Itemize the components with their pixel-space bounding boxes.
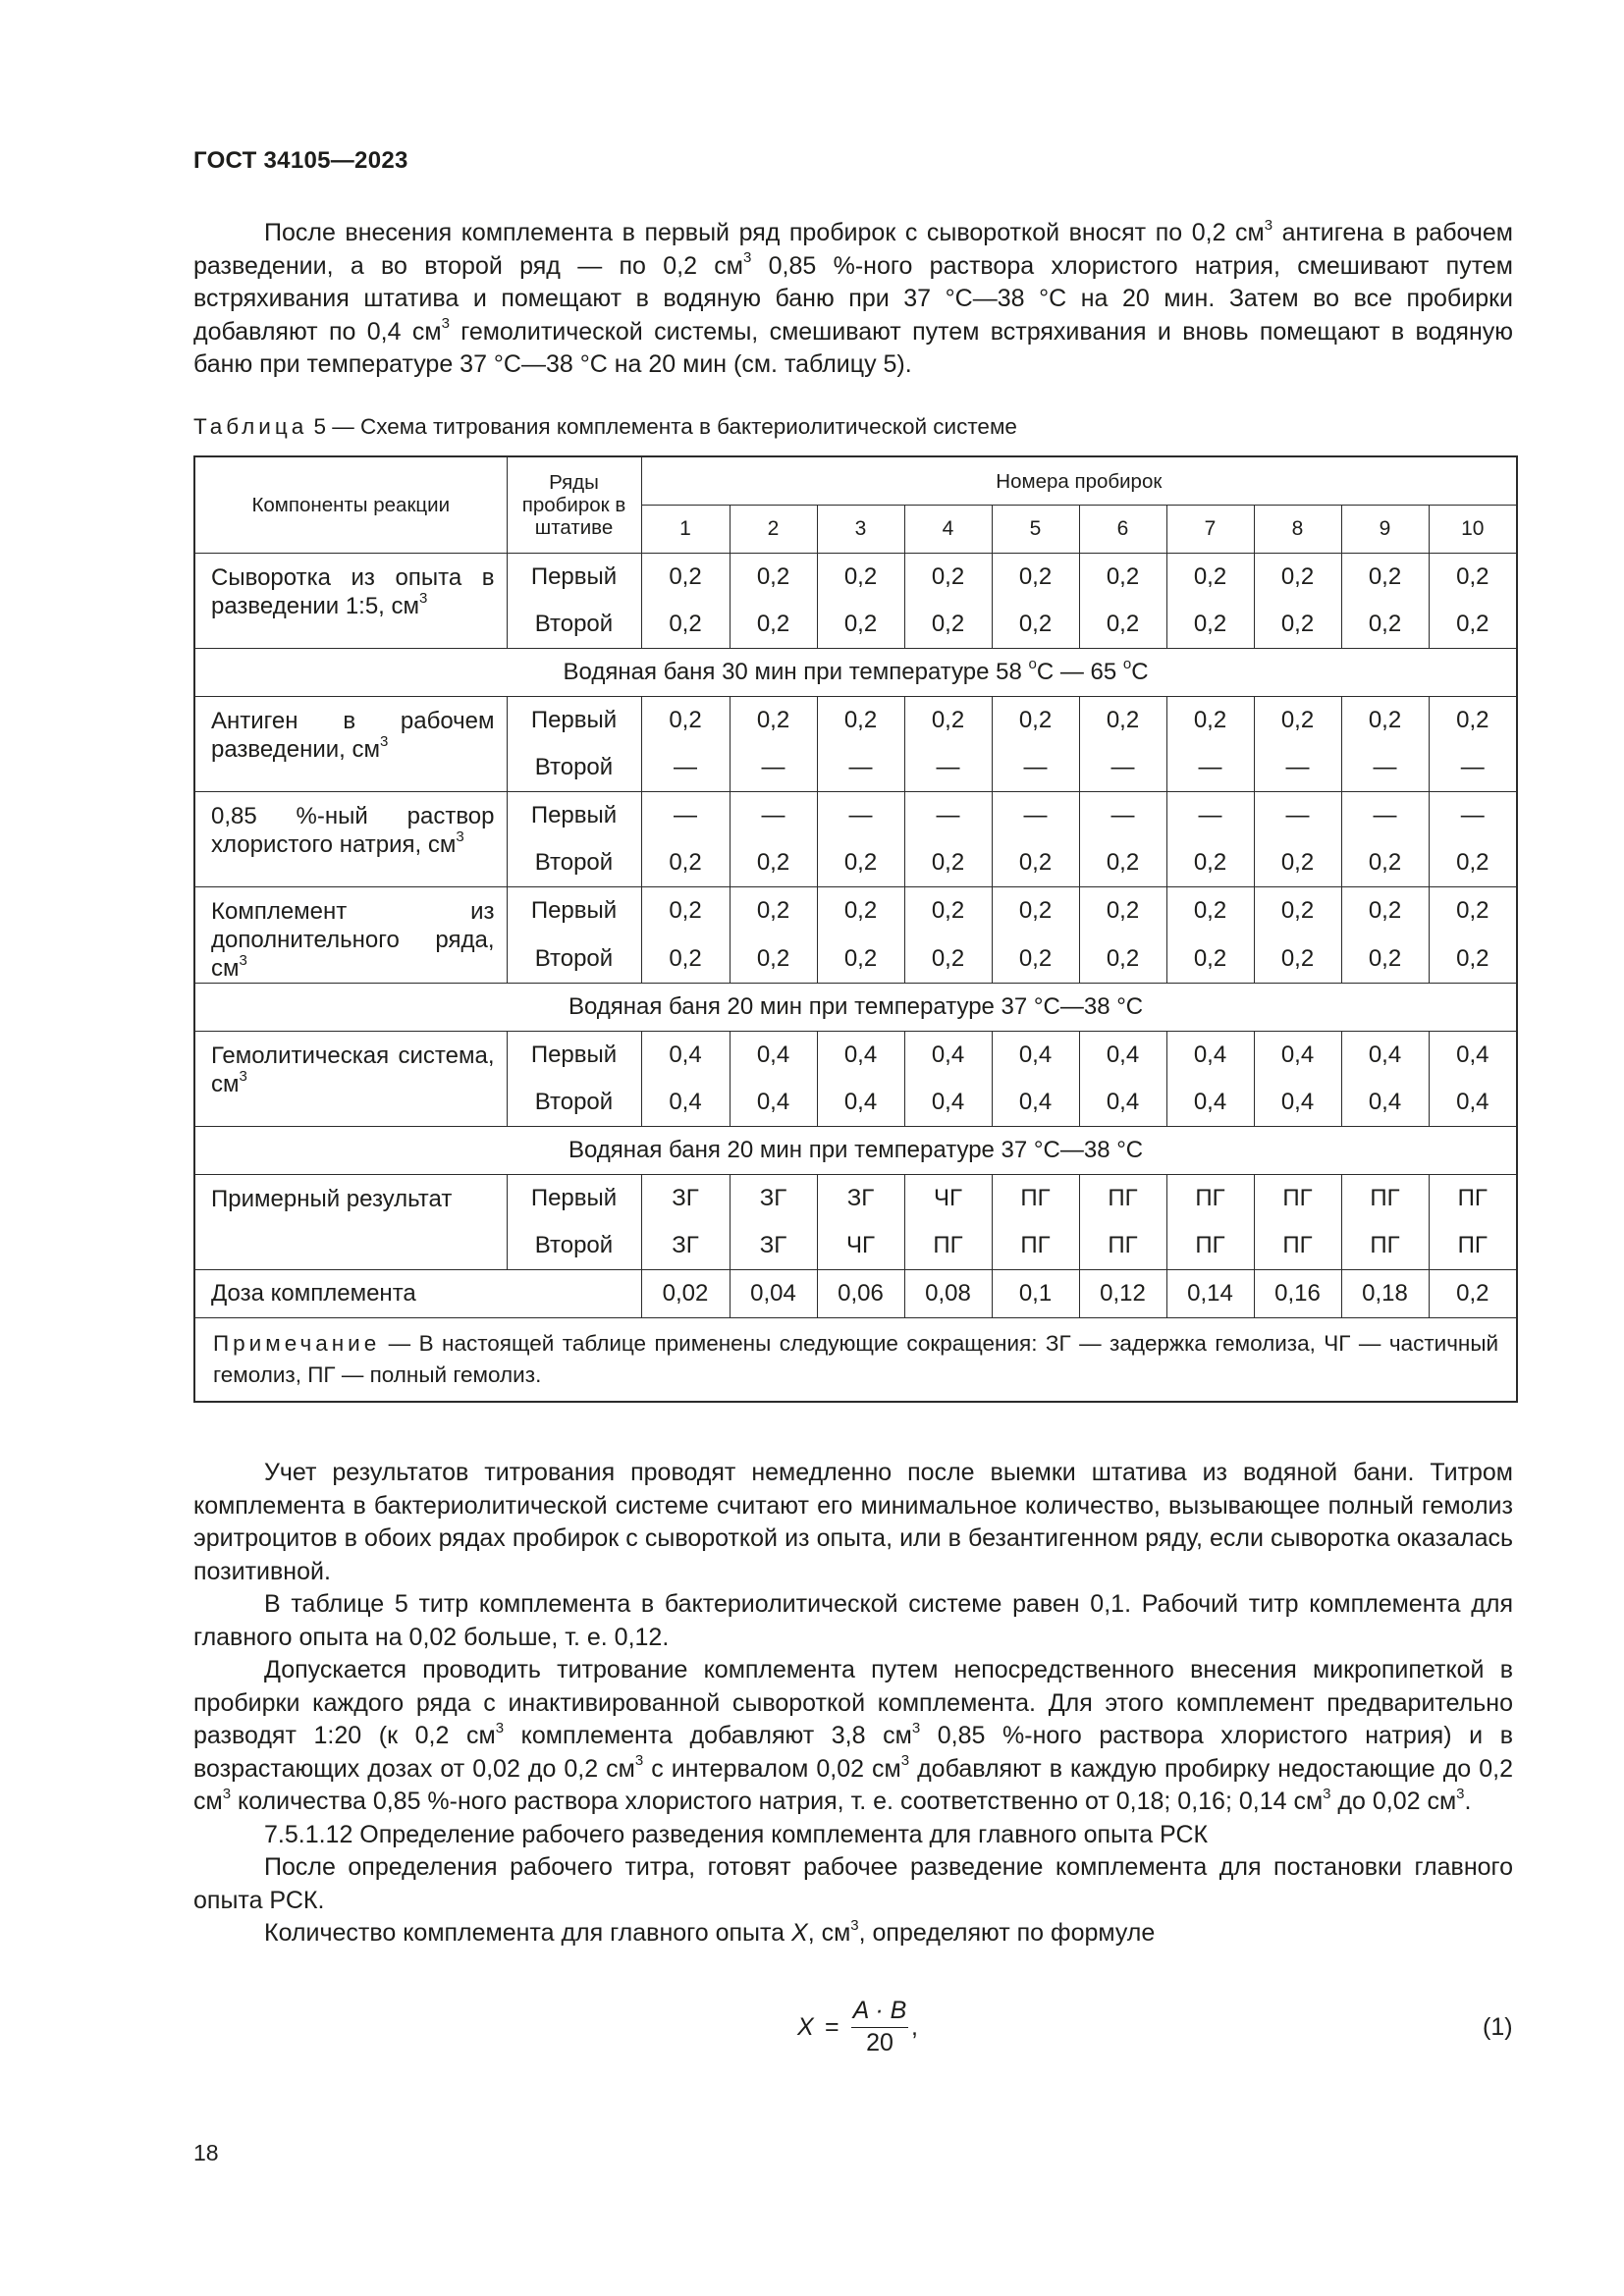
paragraph-formula-intro: Количество комплемента для главного опыта X, $см^3$, определяют по формуле <box>264 1916 1156 1947</box>
tube-number-1: 1 <box>641 506 730 554</box>
complement-second-8: 0,2 <box>1254 935 1341 984</box>
complement-label: Комплемент из дополнительного ряда, $см^3$ <box>194 887 507 984</box>
complement-first-6: 0,2 <box>1079 887 1166 935</box>
row-second-label: Второй <box>507 1079 641 1127</box>
result-first-7: ПГ <box>1166 1175 1254 1223</box>
serum-first-2: 0,2 <box>730 554 817 602</box>
nacl-second-10: 0,2 <box>1429 839 1517 887</box>
antigen-first-9: 0,2 <box>1341 697 1429 745</box>
serum-second-4: 0,2 <box>904 601 992 649</box>
complement-second-4: 0,2 <box>904 935 992 984</box>
nacl-first-6: — <box>1079 792 1166 840</box>
antigen-second-9: — <box>1341 744 1429 792</box>
nacl-first-8: — <box>1254 792 1341 840</box>
component-label-text: Сыворотка из опыта в разведении 1:5, см <box>211 564 495 619</box>
nacl-first-1: — <box>641 792 730 840</box>
formula-denominator: 20 <box>866 2029 893 2056</box>
complement-first-7: 0,2 <box>1166 887 1254 935</box>
complement-second-3: 0,2 <box>817 935 904 984</box>
tube-number-9: 9 <box>1341 506 1429 554</box>
nacl-second-4: 0,2 <box>904 839 992 887</box>
serum-second-8: 0,2 <box>1254 601 1341 649</box>
tube-number-5: 5 <box>992 506 1079 554</box>
tube-number-3: 3 <box>817 506 904 554</box>
serum-row-first <box>194 554 1517 602</box>
complement-first-9: 0,2 <box>1341 887 1429 935</box>
hemolytic-second-1: 0,4 <box>641 1079 730 1127</box>
hemolytic-first-7: 0,4 <box>1166 1032 1254 1080</box>
water-bath-3 <box>194 1127 1517 1175</box>
hemolytic-first-10: 0,4 <box>1429 1032 1517 1080</box>
antigen-second-3: — <box>817 744 904 792</box>
serum-first-5: 0,2 <box>992 554 1079 602</box>
water-bath-2 <box>194 984 1517 1032</box>
hemolytic-second-9: 0,4 <box>1341 1079 1429 1127</box>
tube-number-4: 4 <box>904 506 992 554</box>
header-row <box>194 456 1517 506</box>
hemolytic-first-8: 0,4 <box>1254 1032 1341 1080</box>
result-first-2: ЗГ <box>730 1175 817 1223</box>
result-second-1: ЗГ <box>641 1222 730 1270</box>
table-note: Примечание — В настоящей таблице применены следующие сокращения: ЗГ — задержка гемолиза, ЧГ — частичный гемолиз, ПГ — полный гемолиз. <box>194 1318 1517 1403</box>
formula-lhs: X <box>797 2013 814 2041</box>
formula-numerator: A · B <box>851 1996 908 2028</box>
dose-value-10: 0,2 <box>1429 1270 1517 1318</box>
complement-second-7: 0,2 <box>1166 935 1254 984</box>
nacl-second-3: 0,2 <box>817 839 904 887</box>
hemolytic-second-7: 0,4 <box>1166 1079 1254 1127</box>
hemolytic-second-8: 0,4 <box>1254 1079 1341 1127</box>
hemolytic-label: Гемолитическая система, $см^3$ <box>194 1032 507 1127</box>
titration-table <box>193 455 1518 1403</box>
row-first-label: Первый <box>507 887 641 935</box>
antigen-second-1: — <box>641 744 730 792</box>
hemolytic-first-3: 0,4 <box>817 1032 904 1080</box>
dose-value-4: 0,08 <box>904 1270 992 1318</box>
serum-first-10: 0,2 <box>1429 554 1517 602</box>
hemolytic-second-6: 0,4 <box>1079 1079 1166 1127</box>
dose-value-1: 0,02 <box>641 1270 730 1318</box>
nacl-second-6: 0,2 <box>1079 839 1166 887</box>
hemolytic-row-first <box>194 1032 1517 1080</box>
nacl-first-10: — <box>1429 792 1517 840</box>
antigen-row-first <box>194 697 1517 745</box>
complement-first-8: 0,2 <box>1254 887 1341 935</box>
row-first-label: Первый <box>507 554 641 602</box>
body-text <box>193 1457 1513 1950</box>
component-label-text: Гемолитическая система, см <box>211 1042 495 1097</box>
note-row <box>194 1318 1517 1403</box>
component-label-text: Комплемент из дополнительного ряда, см <box>211 898 495 982</box>
section-heading-7-5-1-12: 7.5.1.12 Определение рабочего разведения комплемента для главного опыта РСК <box>264 1820 1209 1848</box>
hemolytic-second-5: 0,4 <box>992 1079 1079 1127</box>
complement-first-5: 0,2 <box>992 887 1079 935</box>
serum-label: Сыворотка из опыта в разведении 1:5, $см^3$ <box>194 554 507 649</box>
antigen-first-8: 0,2 <box>1254 697 1341 745</box>
serum-second-6: 0,2 <box>1079 601 1166 649</box>
row-second-label: Второй <box>507 839 641 887</box>
antigen-second-5: — <box>992 744 1079 792</box>
complement-first-3: 0,2 <box>817 887 904 935</box>
hemolytic-second-10: 0,4 <box>1429 1079 1517 1127</box>
antigen-second-2: — <box>730 744 817 792</box>
result-second-10: ПГ <box>1429 1222 1517 1270</box>
complement-first-2: 0,2 <box>730 887 817 935</box>
dose-value-2: 0,04 <box>730 1270 817 1318</box>
dose-value-6: 0,12 <box>1079 1270 1166 1318</box>
hemolytic-second-4: 0,4 <box>904 1079 992 1127</box>
row-second-label: Второй <box>507 1222 641 1270</box>
result-first-8: ПГ <box>1254 1175 1341 1223</box>
hemolytic-first-1: 0,4 <box>641 1032 730 1080</box>
row-second-label: Второй <box>507 935 641 984</box>
result-first-9: ПГ <box>1341 1175 1429 1223</box>
paragraph-micropipette: Допускается проводить титрование комплемента путем непосредственного внесения микропипеткой в пробирки каждого ряда с инактивированной сывороткой комплемента. Для этого комплемент предварительно разводят 1:20 (к 0,2 $см^3$ комплемента добавляют 3,8 $см^3$ 0,85 %-ного раствора хлористого натрия) и в возрастающих дозах от 0,02 до 0,2 $см^3$ с интервалом 0,02 $см^3$ добавляют в каждую пробирку недостающие до 0,2 $см^3$ количества 0,85 %-ного раствора хлористого натрия, т. е. соответственно от 0,18; 0,16; 0,14 $см^3$ до 0,02 $см^3$. <box>193 1656 1513 1815</box>
nacl-row-first <box>194 792 1517 840</box>
result-second-7: ПГ <box>1166 1222 1254 1270</box>
serum-second-1: 0,2 <box>641 601 730 649</box>
complement-row-first <box>194 887 1517 935</box>
col-tubes-header: Номера пробирок <box>641 456 1517 506</box>
formula-comma: , <box>911 2013 918 2041</box>
dose-value-8: 0,16 <box>1254 1270 1341 1318</box>
nacl-second-9: 0,2 <box>1341 839 1429 887</box>
component-label-text: Примерный результат <box>211 1186 453 1212</box>
serum-second-5: 0,2 <box>992 601 1079 649</box>
nacl-first-4: — <box>904 792 992 840</box>
nacl-second-1: 0,2 <box>641 839 730 887</box>
serum-second-9: 0,2 <box>1341 601 1429 649</box>
serum-second-7: 0,2 <box>1166 601 1254 649</box>
water-bath-1-text: Водяная баня 30 мин при температуре 58 $^o$С — 65 $^o$С <box>194 649 1517 697</box>
antigen-second-10: — <box>1429 744 1517 792</box>
col-components-header: Компоненты реакции <box>194 456 507 554</box>
antigen-label: Антиген в рабочем разведении, $см^3$ <box>194 697 507 792</box>
hemolytic-second-3: 0,4 <box>817 1079 904 1127</box>
complement-second-1: 0,2 <box>641 935 730 984</box>
serum-first-7: 0,2 <box>1166 554 1254 602</box>
serum-first-9: 0,2 <box>1341 554 1429 602</box>
formula-equals: = <box>825 2013 839 2041</box>
serum-first-1: 0,2 <box>641 554 730 602</box>
tube-number-10: 10 <box>1429 506 1517 554</box>
complement-first-10: 0,2 <box>1429 887 1517 935</box>
hemolytic-first-5: 0,4 <box>992 1032 1079 1080</box>
serum-first-3: 0,2 <box>817 554 904 602</box>
result-second-3: ЧГ <box>817 1222 904 1270</box>
result-first-4: ЧГ <box>904 1175 992 1223</box>
result-second-2: ЗГ <box>730 1222 817 1270</box>
row-second-label: Второй <box>507 744 641 792</box>
complement-second-5: 0,2 <box>992 935 1079 984</box>
hemolytic-first-4: 0,4 <box>904 1032 992 1080</box>
component-label-text: Антиген в рабочем разведении, см <box>211 708 495 763</box>
result-first-10: ПГ <box>1429 1175 1517 1223</box>
paragraph-results: Учет результатов титрования проводят немедленно после выемки штатива из водяной бани. Титром комплемента в бактериолитической системе считают его минимальное количество, вызывающее полный гемолиз эритроцитов в обоих рядах пробирок с сывороткой из опыта, или в безантигенном ряду, если сыворотка оказалась позитивной. <box>193 1459 1513 1585</box>
complement-second-10: 0,2 <box>1429 935 1517 984</box>
complement-first-1: 0,2 <box>641 887 730 935</box>
antigen-second-4: — <box>904 744 992 792</box>
tube-number-8: 8 <box>1254 506 1341 554</box>
nacl-first-2: — <box>730 792 817 840</box>
nacl-first-3: — <box>817 792 904 840</box>
complement-second-2: 0,2 <box>730 935 817 984</box>
dose-value-5: 0,1 <box>992 1270 1079 1318</box>
antigen-first-6: 0,2 <box>1079 697 1166 745</box>
paragraph-working-dilution: После определения рабочего титра, готовят рабочее разведение комплемента для постановки главного опыта РСК. <box>193 1853 1513 1914</box>
dose-label: Доза комплемента <box>194 1270 641 1318</box>
formula-number: (1) <box>1483 2013 1513 2041</box>
antigen-second-8: — <box>1254 744 1341 792</box>
antigen-first-3: 0,2 <box>817 697 904 745</box>
tube-number-7: 7 <box>1166 506 1254 554</box>
nacl-second-5: 0,2 <box>992 839 1079 887</box>
serum-first-8: 0,2 <box>1254 554 1341 602</box>
nacl-second-2: 0,2 <box>730 839 817 887</box>
antigen-first-5: 0,2 <box>992 697 1079 745</box>
result-first-6: ПГ <box>1079 1175 1166 1223</box>
hemolytic-first-6: 0,4 <box>1079 1032 1166 1080</box>
tube-number-6: 6 <box>1079 506 1166 554</box>
row-first-label: Первый <box>507 1032 641 1080</box>
water-bath-2-text: Водяная баня 20 мин при температуре 37 °С—38 °С <box>194 984 1517 1032</box>
nacl-second-8: 0,2 <box>1254 839 1341 887</box>
hemolytic-first-2: 0,4 <box>730 1032 817 1080</box>
intro-paragraph: После внесения комплемента в первый ряд пробирок с сывороткой вносят по 0,2 $см^3$ антигена в рабочем разведении, а во второй ряд — по 0,2 $см^3$ 0,85 %-ного раствора хлористого натрия, смешивают путем встряхивания штатива и помещают в водяную баню при 37 °С—38 °С на 20 мин. Затем во все пробирки добавляют по 0,4 $см^3$ гемолитической системы, смешивают путем встряхивания и вновь помещают в водяную баню при температуре 37 °С—38 °С на 20 мин (см. таблицу 5). <box>193 216 1514 378</box>
antigen-first-2: 0,2 <box>730 697 817 745</box>
dose-row <box>194 1270 1517 1318</box>
antigen-first-7: 0,2 <box>1166 697 1254 745</box>
document-code: ГОСТ 34105—2023 <box>193 147 408 174</box>
tube-number-2: 2 <box>730 506 817 554</box>
result-second-4: ПГ <box>904 1222 992 1270</box>
component-label-text: 0,85 %-ный раствор хлористого натрия, см <box>211 803 495 858</box>
hemolytic-second-2: 0,4 <box>730 1079 817 1127</box>
serum-first-6: 0,2 <box>1079 554 1166 602</box>
row-second-label: Второй <box>507 601 641 649</box>
nacl-second-7: 0,2 <box>1166 839 1254 887</box>
intro-text <box>193 217 1513 382</box>
nacl-first-5: — <box>992 792 1079 840</box>
antigen-second-6: — <box>1079 744 1166 792</box>
formula-fraction <box>851 1996 908 2057</box>
result-second-6: ПГ <box>1079 1222 1166 1270</box>
col-rows-header: Ряды пробирок в штативе <box>507 456 641 554</box>
result-first-1: ЗГ <box>641 1175 730 1223</box>
dose-value-3: 0,06 <box>817 1270 904 1318</box>
nacl-first-9: — <box>1341 792 1429 840</box>
row-first-label: Первый <box>507 792 641 840</box>
result-label <box>194 1175 507 1270</box>
dose-value-9: 0,18 <box>1341 1270 1429 1318</box>
serum-second-10: 0,2 <box>1429 601 1517 649</box>
nacl-label: 0,85 %-ный раствор хлористого натрия, $см^3$ <box>194 792 507 887</box>
row-first-label: Первый <box>507 697 641 745</box>
antigen-first-1: 0,2 <box>641 697 730 745</box>
antigen-second-7: — <box>1166 744 1254 792</box>
hemolytic-first-9: 0,4 <box>1341 1032 1429 1080</box>
complement-second-6: 0,2 <box>1079 935 1166 984</box>
page-number: 18 <box>193 2140 219 2165</box>
row-first-label: Первый <box>507 1175 641 1223</box>
result-second-9: ПГ <box>1341 1222 1429 1270</box>
water-bath-1 <box>194 649 1517 697</box>
nacl-first-7: — <box>1166 792 1254 840</box>
result-row-first <box>194 1175 1517 1223</box>
water-bath-3-text: Водяная баня 20 мин при температуре 37 °С—38 °С <box>194 1127 1517 1175</box>
complement-first-4: 0,2 <box>904 887 992 935</box>
result-second-5: ПГ <box>992 1222 1079 1270</box>
complement-second-9: 0,2 <box>1341 935 1429 984</box>
antigen-first-4: 0,2 <box>904 697 992 745</box>
paragraph-titer: В таблице 5 титр комплемента в бактериолитической системе равен 0,1. Рабочий титр комплемента для главного опыта на 0,02 больше, т. е. 0,12. <box>193 1590 1513 1651</box>
serum-first-4: 0,2 <box>904 554 992 602</box>
result-second-8: ПГ <box>1254 1222 1341 1270</box>
serum-second-2: 0,2 <box>730 601 817 649</box>
table-caption: Таблица 5 — Схема титрования комплемента в бактериолитической системе <box>193 414 1017 439</box>
antigen-first-10: 0,2 <box>1429 697 1517 745</box>
serum-second-3: 0,2 <box>817 601 904 649</box>
result-first-5: ПГ <box>992 1175 1079 1223</box>
result-first-3: ЗГ <box>817 1175 904 1223</box>
dose-value-7: 0,14 <box>1166 1270 1254 1318</box>
